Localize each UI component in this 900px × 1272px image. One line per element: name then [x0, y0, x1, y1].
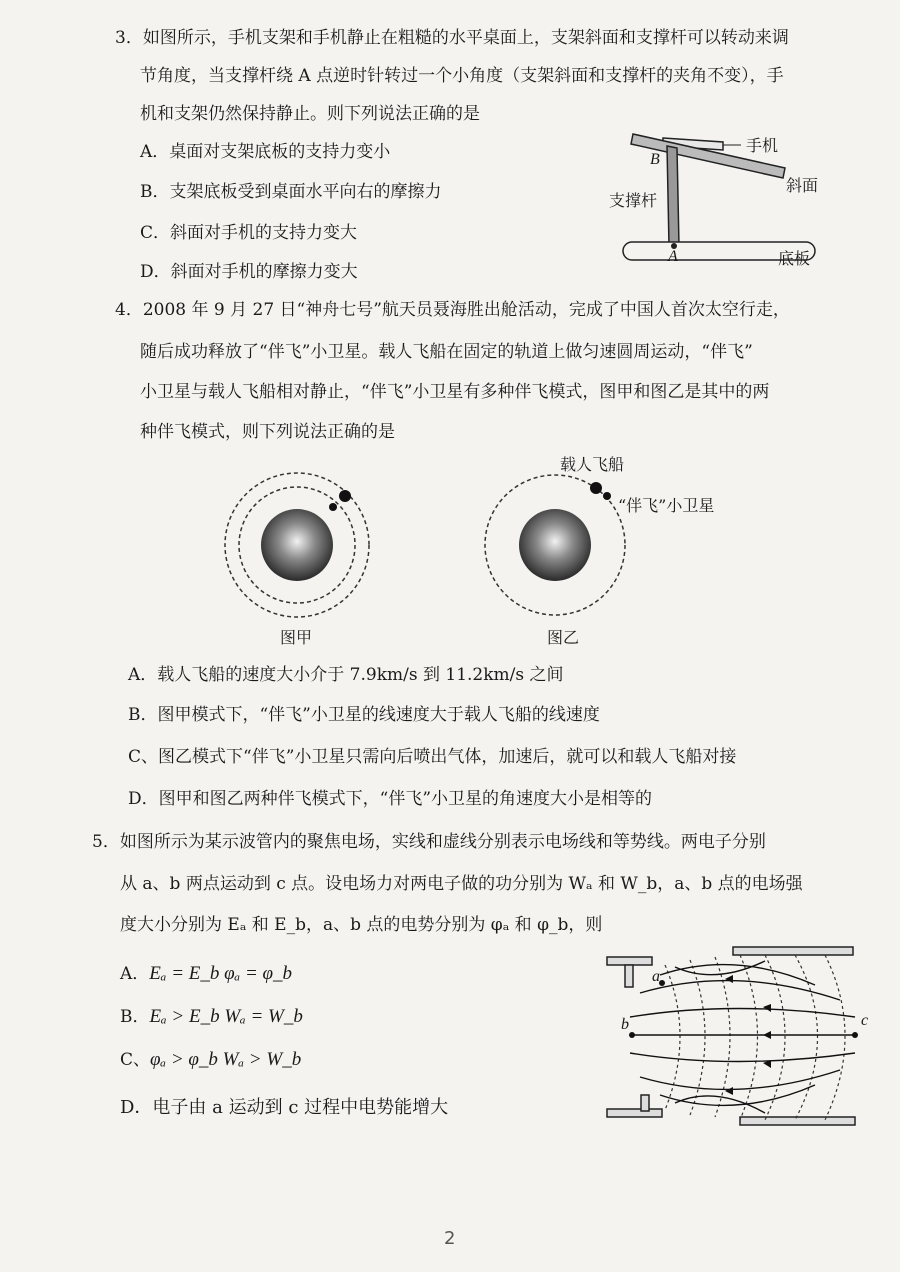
q5-option-c-prefix: C、	[120, 1050, 151, 1070]
q5-option-b-prefix: B．	[120, 1007, 150, 1027]
q4-caption-fig-b: 图乙	[547, 628, 580, 647]
q3-stem-line-2: 节角度，当支撑杆绕 A 点逆时针转过一个小角度（支架斜面和支撑杆的夹角不变），手	[140, 66, 784, 86]
q4-label-ship: 载人飞船	[560, 455, 625, 474]
q3-label-point-a: A	[668, 248, 678, 265]
q5-stem-line-3: 度大小分别为 Eₐ 和 E_b，a、b 点的电势分别为 φₐ 和 φ_b，则	[120, 915, 603, 935]
q3-option-b: B．支架底板受到桌面水平向右的摩擦力	[140, 182, 442, 202]
q4-option-c: C、图乙模式下“伴飞”小卫星只需向后喷出气体，加速后，就可以和载人飞船对接	[128, 747, 737, 767]
q3-stem-line-1: 3．如图所示，手机支架和手机静止在粗糙的水平桌面上，支架斜面和支撑杆可以转动来调	[115, 28, 789, 48]
q3-label-point-b: B	[650, 151, 660, 168]
q4-caption-fig-a: 图甲	[280, 628, 313, 647]
q5-stem-line-1: 5．如图所示为某示波管内的聚焦电场，实线和虚线分别表示电场线和等势线。两电子分别	[92, 832, 766, 852]
q5-label-point-a: a	[652, 968, 660, 985]
q3-stem-line-3: 机和支架仍然保持静止。则下列说法正确的是	[140, 104, 480, 124]
q5-option-a-formula: Eₐ = E_b φₐ = φ_b	[149, 963, 293, 984]
q5-option-a-prefix: A．	[120, 964, 150, 984]
rod-shape	[667, 146, 679, 246]
q5-label-point-c: c	[861, 1012, 869, 1029]
satellite-dot	[329, 503, 337, 511]
ship-dot	[590, 482, 602, 494]
page-number: 2	[444, 1228, 456, 1249]
q3-option-d: D．斜面对手机的摩擦力变大	[140, 262, 358, 282]
q5-option-c-formula: φₐ > φ_b Wₐ > W_b	[150, 1049, 302, 1070]
q4-option-d: D．图甲和图乙两种伴飞模式下，“伴飞”小卫星的角速度大小是相等的	[128, 789, 653, 809]
q5-option-c	[120, 1049, 301, 1071]
q4-stem-line-3: 小卫星与载人飞船相对静止，“伴飞”小卫星有多种伴飞模式，图甲和图乙是其中的两	[140, 382, 770, 402]
q5-label-point-b: b	[621, 1016, 629, 1033]
q3-label-base: 底板	[778, 249, 811, 268]
q4-option-a: A．载人飞船的速度大小介于 7.9km/s 到 11.2km/s 之间	[128, 665, 564, 685]
earth-shape	[519, 509, 591, 581]
q4-label-satellite: “伴飞”小卫星	[618, 496, 715, 515]
q5-option-b	[120, 1006, 303, 1028]
earth-shape	[261, 509, 333, 581]
ship-dot	[339, 490, 351, 502]
q3-option-c: C．斜面对手机的支持力变大	[140, 223, 358, 243]
q5-field-figure	[605, 945, 860, 1130]
q4-stem-line-2: 随后成功释放了“伴飞”小卫星。载人飞船在固定的轨道上做匀速圆周运动，“伴飞”	[140, 342, 753, 362]
q5-stem-line-2: 从 a、b 两点运动到 c 点。设电场力对两电子做的功分别为 Wₐ 和 W_b，a、b 点的电场强	[120, 874, 803, 894]
q3-option-a: A．桌面对支架底板的支持力变小	[140, 142, 391, 162]
q4-stem-line-4: 种伴飞模式，则下列说法正确的是	[140, 422, 395, 442]
q3-label-rod: 支撑杆	[609, 191, 658, 210]
q4-stem-line-1: 4．2008 年 9 月 27 日“神舟七号”航天员聂海胜出舱活动，完成了中国人首次太空行走，	[115, 300, 790, 320]
q4-option-b: B．图甲模式下，“伴飞”小卫星的线速度大于载人飞船的线速度	[128, 705, 600, 725]
q5-option-b-formula: Eₐ > E_b Wₐ = W_b	[149, 1006, 303, 1027]
satellite-dot	[603, 492, 611, 500]
q3-label-phone: 手机	[746, 136, 779, 155]
q3-label-slope: 斜面	[786, 176, 819, 195]
q5-option-d: D．电子由 a 运动到 c 过程中电势能增大	[120, 1097, 449, 1118]
q4-figure-a	[215, 470, 385, 620]
q5-option-a	[120, 963, 292, 985]
